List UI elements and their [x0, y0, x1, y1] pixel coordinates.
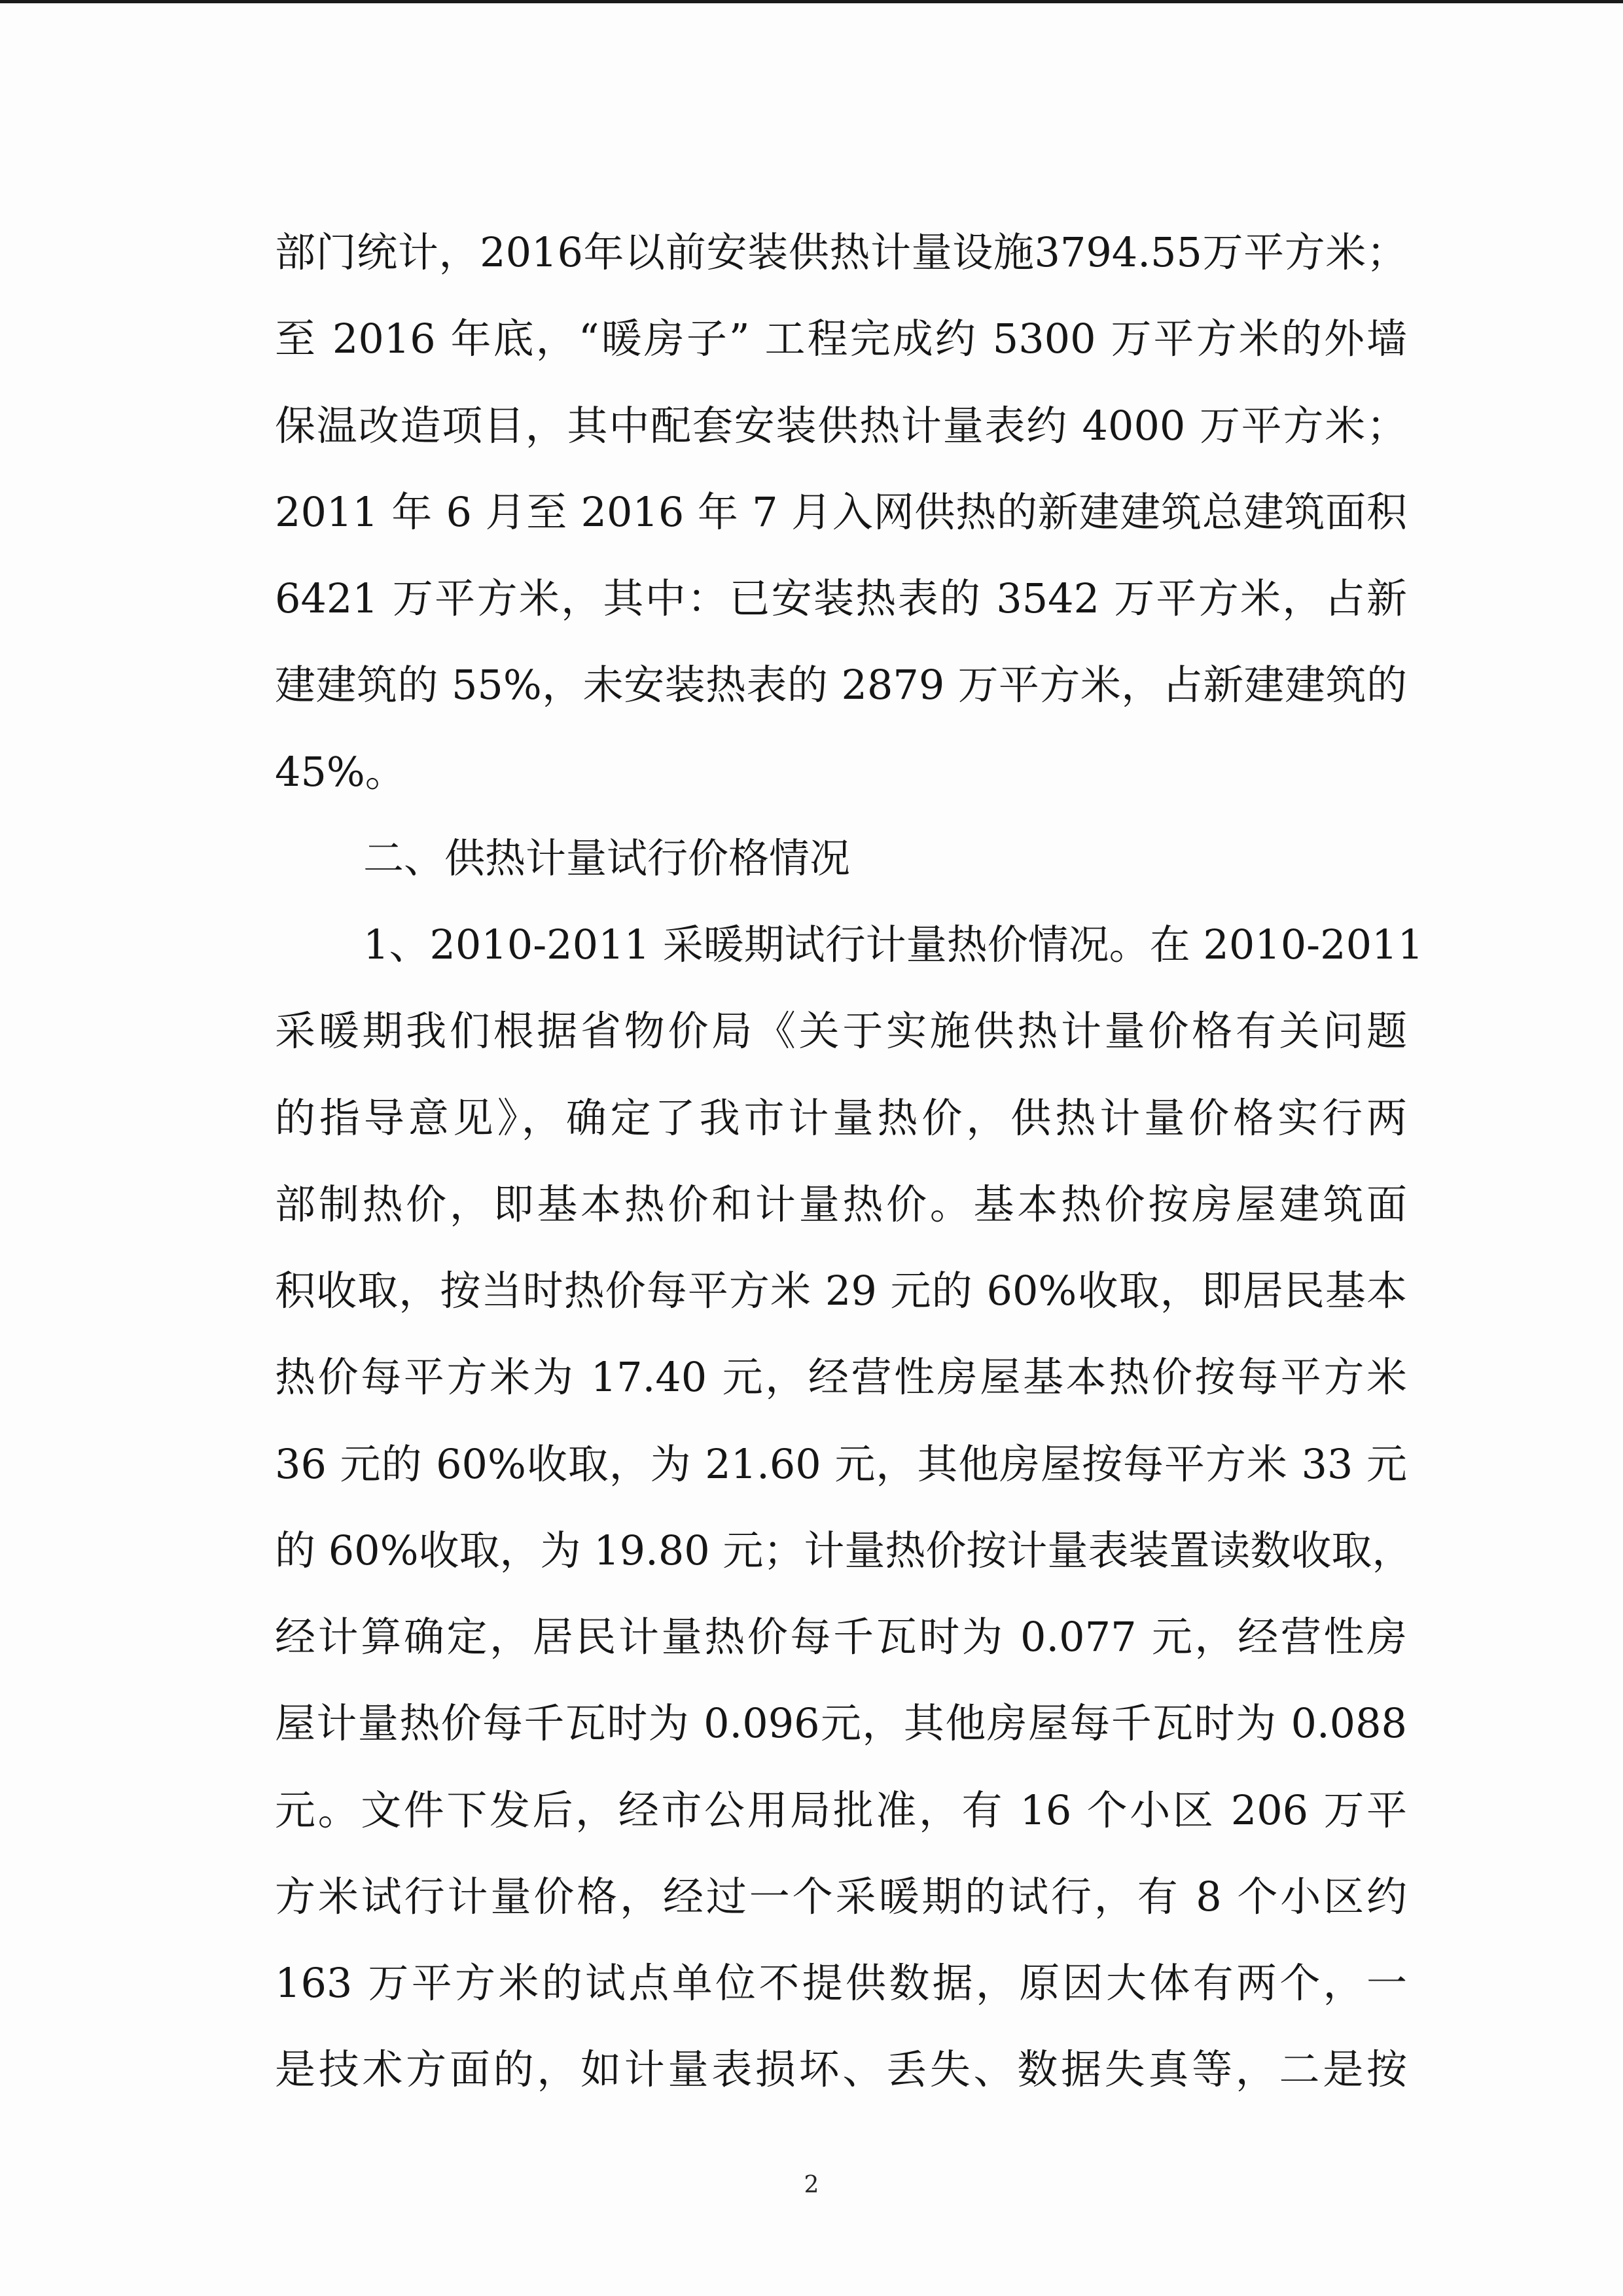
body-line-15: 36 元的 60%收取，为 21.60 元，其他房屋按每平方米 33 元 [275, 1440, 1407, 1488]
body-line-18: 屋计量热价每千瓦时为 0.096元，其他房屋每千瓦时为 0.088 [275, 1699, 1407, 1747]
body-line-9: 1、2010-2011 采暖期试行计量热价情况。在 2010-2011 [363, 921, 1423, 968]
body-line-7: 45%。 [275, 748, 406, 796]
body-line-16: 的 60%收取，为 19.80 元；计量热价按计量表装置读数收取， [275, 1527, 1413, 1574]
body-line-3: 保温改造项目，其中配套安装供热计量表约 4000 万平方米； [275, 402, 1407, 450]
body-line-13: 积收取，按当时热价每平方米 29 元的 60%收取，即居民基本 [275, 1267, 1407, 1315]
body-line-11: 的指导意见》，确定了我市计量热价，供热计量价格实行两 [275, 1094, 1407, 1142]
body-line-14: 热价每平方米为 17.40 元，经营性房屋基本热价按每平方米 [275, 1353, 1407, 1401]
page-number: 2 [804, 2172, 819, 2199]
body-line-21: 163 万平方米的试点单位不提供数据，原因大体有两个，一 [275, 1959, 1407, 2007]
section-heading: 二、供热计量试行价格情况 [363, 834, 851, 882]
body-line-12: 部制热价，即基本热价和计量热价。基本热价按房屋建筑面 [275, 1180, 1407, 1228]
body-line-2: 至 2016 年底，“暖房子” 工程完成约 5300 万平方米的外墙 [275, 315, 1407, 362]
body-line-17: 经计算确定，居民计量热价每千瓦时为 0.077 元，经营性房 [275, 1613, 1407, 1661]
body-line-22: 是技术方面的，如计量表损坏、丢失、数据失真等，二是按 [275, 2045, 1407, 2093]
body-line-4: 2011 年 6 月至 2016 年 7 月入网供热的新建建筑总建筑面积 [275, 488, 1407, 536]
body-line-5: 6421 万平方米，其中：已安装热表的 3542 万平方米，占新 [275, 574, 1407, 622]
body-line-1: 部门统计，2016年以前安装供热计量设施3794.55万平方米； [275, 228, 1407, 276]
body-line-6: 建建筑的 55%，未安装热表的 2879 万平方米，占新建建筑的 [275, 661, 1407, 709]
body-line-10: 采暖期我们根据省物价局《关于实施供热计量价格有关问题 [275, 1007, 1407, 1055]
body-line-19: 元。文件下发后，经市公用局批准，有 16 个小区 206 万平 [275, 1786, 1407, 1834]
body-line-20: 方米试行计量价格，经过一个采暖期的试行，有 8 个小区约 [275, 1873, 1407, 1920]
scan-top-edge [0, 0, 1623, 3]
